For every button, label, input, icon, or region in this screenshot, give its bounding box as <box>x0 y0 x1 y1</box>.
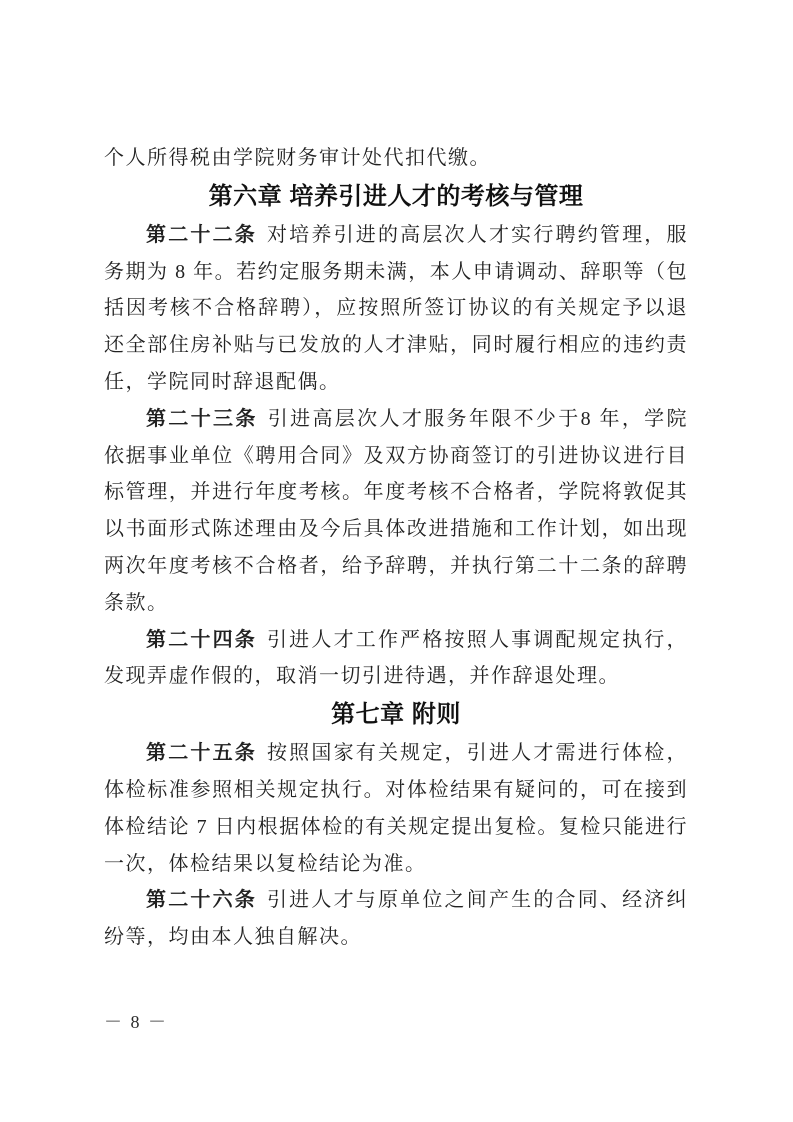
article-24-label: 第二十四条 <box>146 628 257 651</box>
article-23-label: 第二十三条 <box>146 407 258 430</box>
page-number: － 8 － <box>104 1012 168 1032</box>
paragraph-continuation: 个人所得税由学院财务审计处代扣代缴。 <box>104 147 491 169</box>
document-body <box>104 140 688 956</box>
article-22 <box>104 217 688 401</box>
article-26-text: 引进人才与原单位之间产生的合同、经济纠纷等，均由本人独自解决。 <box>104 889 689 949</box>
article-23-text: 引进高层次人才服务年限不少于8 年，学院依据事业单位《聘用合同》及双方协商签订的引进协议进行目标管理，并进行年度考核。年度考核不合格者，学院将敦促其以书面形式陈述理由及今后具体改进措施和工作计划，如出现两次年度考核不合格者，给予辞聘，并执行第二十二条的辞聘条款。 <box>104 407 689 614</box>
article-24 <box>104 622 688 696</box>
article-25 <box>104 735 688 882</box>
chapter-heading-seven: 第七章 附则 <box>331 701 461 729</box>
article-22-text: 对培养引进的高层次人才实行聘约管理，服务期为 8 年。若约定服务期未满，本人申请调动、辞职等（包括因考核不合格辞聘），应按照所签订协议的有关规定予以退还全部住房补贴与已发放的人才津贴，同时履行相应的违约责任，学院同时辞退配偶。 <box>104 223 689 393</box>
article-25-label: 第二十五条 <box>146 742 257 765</box>
article-22-label: 第二十二条 <box>146 223 257 246</box>
chapter-heading-six: 第六章 培养引进人才的考核与管理 <box>208 182 584 210</box>
article-26-label: 第二十六条 <box>146 889 257 912</box>
article-24-text: 引进人才工作严格按照人事调配规定执行，发现弄虚作假的，取消一切引进待遇，并作辞退处理。 <box>104 628 689 688</box>
article-25-text: 按照国家有关规定，引进人才需进行体检，体检标准参照相关规定执行。对体检结果有疑问的，可在接到体检结论 7 日内根据体检的有关规定提出复检。复检只能进行一次，体检结果以复检结论为准。 <box>104 742 689 875</box>
article-26 <box>104 882 688 956</box>
article-23 <box>104 401 688 622</box>
